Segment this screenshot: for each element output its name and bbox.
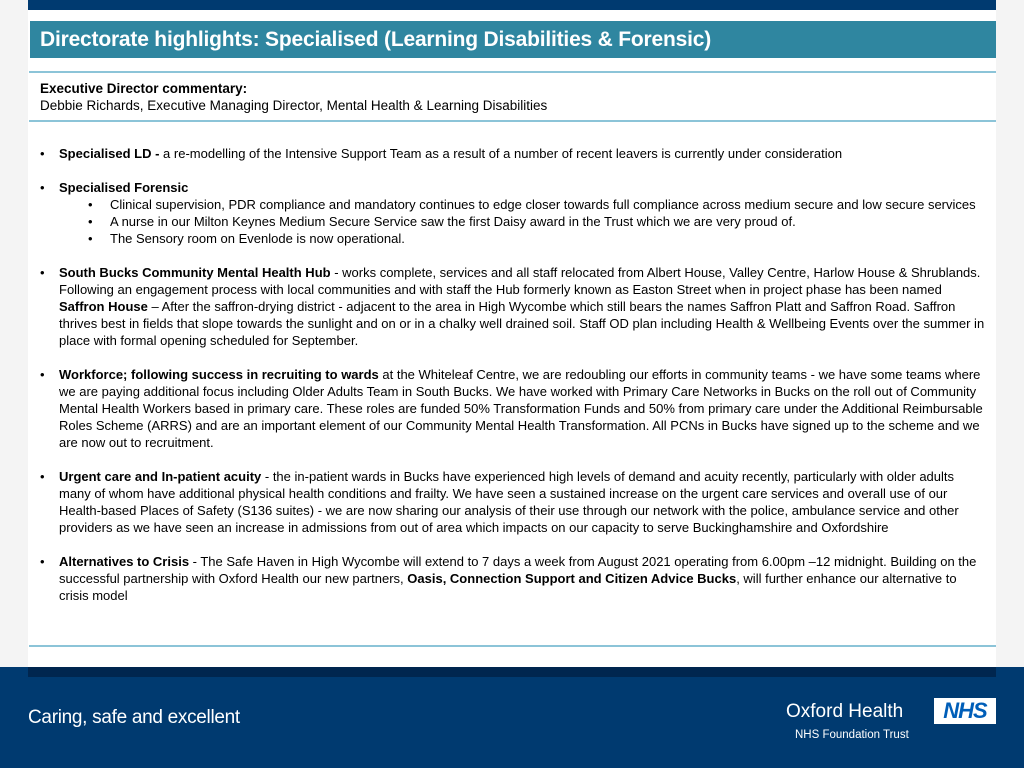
footer-band: [28, 667, 996, 677]
divider: [29, 71, 996, 73]
org-name: Oxford Health: [786, 701, 904, 722]
commentary-author: Debbie Richards, Executive Managing Director, Mental Health & Learning Disabilities: [40, 98, 548, 113]
commentary-heading: Executive Director commentary:: [40, 81, 248, 96]
page-title: Directorate highlights: Specialised (Learning Disabilities & Forensic): [30, 21, 996, 58]
top-bar: [28, 0, 996, 10]
list-item: • Urgent care and In-patient acuity - the in-patient wards in Bucks have experienced high levels of demand and acuity recently, particularly with older adults many of whom have additional physical health conditions and frailty. We have seen a sustained increase on the urgent care services and overall use of our Health-based Places of Safety (S136 suites) - we are now sharing our analysis of their use through our network with the police, ambulance service and other providers as we have seen an increase in admissions from out of area which impacts on our capacity to serve Buckinghamshire and Oxfordshire: [40, 469, 959, 535]
org-subtitle: NHS Foundation Trust: [795, 729, 909, 741]
sub-item: • A nurse in our Milton Keynes Medium Secure Service saw the first Daisy award in the Trust which we are very proud of.: [88, 214, 796, 229]
tagline: Caring, safe and excellent: [28, 707, 240, 728]
list-item: • Alternatives to Crisis - The Safe Haven in High Wycombe will extend to 7 days a week from August 2021 operating from 6.00pm –12 midnight. Building on the successful partnership with Oxford Health our new partners, Oasis, Connection Support and Citizen Advice Bucks, will further enhance our alternative to crisis model: [40, 554, 977, 603]
divider: [29, 645, 996, 647]
list-item: • Specialised LD - a re-modelling of the Intensive Support Team as a result of a number of recent leavers is currently under consideration: [40, 146, 843, 161]
list-item: • Specialised Forensic • Clinical supervision, PDR compliance and mandatory continues to edge closer towards full compliance across medium secure and low secure services • A nurse in our Milton Keynes Medium Secure Service saw the first Daisy award in the Trust which we are very proud of. • The Sensory room on Evenlode is now operational.: [40, 179, 985, 247]
sub-item: • The Sensory room on Evenlode is now operational.: [88, 231, 405, 246]
commentary: [40, 80, 547, 114]
list-item: • South Bucks Community Mental Health Hub - works complete, services and all staff relocated from Albert House, Valley Centre, Harlow House & Shrublands. Following an engagement process with local communities and with staff the Hub formerly known as Easton Street when in project phase has been named Saffron House – After the saffron-drying district - adjacent to the area in High Wycombe which still bears the names Saffron Platt and Saffron Road. Saffron thrives best in fields that slope towards the sunlight and on or in a chalky well drained soil. Staff OD plan including Health & Wellbeing Events over the summer in place with formal opening scheduled for September.: [40, 265, 985, 348]
nhs-logo: NHS: [934, 698, 996, 724]
sub-item: • Clinical supervision, PDR compliance and mandatory continues to edge closer towards full compliance across medium secure and low secure services: [88, 197, 976, 212]
divider: [29, 120, 996, 122]
highlights-list: [40, 145, 985, 621]
list-item: • Workforce; following success in recruiting to wards at the Whiteleaf Centre, we are redoubling our efforts in community teams - we have some teams where we are paying additional focus including Older Adults Team in South Bucks. We have worked with Primary Care Networks in Bucks on the roll out of Community Mental Health Workers based in primary care. These roles are funded 50% Transformation Funds and 50% from primary care under the Additional Reimbursable Roles Scheme (ARRS) and are an important element of our Community Mental Health Transformation. All PCNs in Bucks have signed up to the scheme and we are now out to recruitment.: [40, 367, 983, 450]
